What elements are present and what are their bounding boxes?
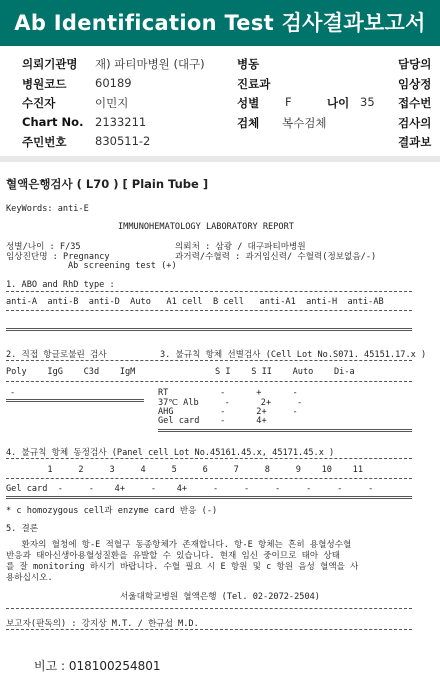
conclusion-line-4: 용하십시오. — [6, 573, 53, 583]
report-title: Ab Identification Test 검사결과보고서 — [14, 11, 426, 35]
screen-row-gel: Gel card - 4+ — [158, 416, 267, 426]
code-label: 병원코드 — [22, 77, 67, 91]
divider-line — [6, 381, 412, 382]
age-label: 나이 — [327, 96, 350, 110]
memo-value: 018100254801 — [68, 659, 161, 673]
doctor-label: 담당의 — [398, 57, 432, 71]
institution-label: 의뢰기관명 — [22, 57, 78, 71]
dat-title: 2. 직접 항글로불린 검사 — [6, 350, 107, 360]
conclusion-line-3: 를 잘 monitoring 하시기 바랍니다. 수혈 필요 시 E 항원 및 c 항원 음성 혈액을 사 — [6, 562, 359, 572]
ident-note: * c homozygous cell과 enzyme card 반응 (-) — [6, 506, 218, 516]
received-label: 접수번 — [398, 96, 432, 110]
double-divider — [6, 328, 412, 331]
report-section-title: 혈액은행검사 ( L70 ) [ Plain Tube ] — [6, 177, 209, 191]
lab-report — [0, 162, 440, 693]
reporter: 보고자(판독의) : 강지상 M.T. / 한규섭 M.D. — [6, 619, 199, 629]
recipient-value: 이민지 — [95, 96, 129, 110]
sex-value: F — [285, 95, 292, 109]
clinical-label: 임상정 — [398, 77, 432, 91]
dat-columns: Poly IgG C3d IgM — [6, 367, 136, 377]
divider-line — [6, 629, 412, 630]
ward-label: 병동 — [237, 57, 260, 71]
specimen-label: 검체 — [237, 116, 260, 130]
divider-line — [6, 360, 412, 361]
screen-row-37c: 37℃ Alb - 2+ - — [158, 398, 303, 408]
divider-line — [6, 478, 412, 479]
result-label: 결과보 — [398, 135, 432, 149]
rrn-value: 830511-2 — [95, 134, 151, 148]
divider-line — [6, 310, 412, 311]
conclusion-line-1: 환자의 혈청에 항-E 적혈구 동종항체가 존재합니다. 항-E 항체는 흔히 용혈성수혈 — [6, 540, 352, 550]
chart-label: Chart No. — [22, 115, 84, 129]
dept-label: 진료과 — [237, 77, 271, 91]
rrn-label: 주민번호 — [22, 135, 67, 149]
divider-line — [6, 291, 412, 292]
diagnosis: 임상진단명 : Pregnancy — [6, 252, 110, 262]
abo-title: 1. ABO and RhD type : — [6, 280, 115, 290]
screen-columns: S I S II Auto Di-a — [215, 367, 355, 377]
sex-age: 성별/나이 : F/35 — [6, 242, 81, 252]
divider-line — [6, 608, 412, 609]
specimen-value: 복수검체 — [282, 116, 327, 130]
age-value: 35 — [360, 95, 375, 109]
screen-title: 3. 불규칙 항체 선별검사 (Cell Lot No.S071. 45151.17.x ) — [160, 350, 427, 360]
recipient-label: 수진자 — [22, 96, 56, 110]
memo — [34, 657, 161, 674]
request-origin: 의뢰처 : 삼광 / 대구파티마병원 — [175, 242, 306, 252]
inspector-label: 검사의 — [398, 116, 432, 130]
lab-title: IMMUNOHEMATOLOGY LABORATORY REPORT — [118, 222, 294, 232]
conclusion-title: 5. 결론 — [6, 524, 39, 534]
screen-row-ahg: AHG - 2+ - — [158, 407, 298, 417]
diagnosis-detail: Ab screening test (+) — [68, 261, 177, 271]
chart-value: 2133211 — [95, 115, 147, 129]
conclusion-line-2: 반응과 태아신생아용혈성질환을 유발할 수 있습니다. 현재 임신 중이므로 태아 상태 — [6, 551, 340, 561]
dat-value: - — [10, 388, 16, 398]
double-divider — [6, 496, 412, 499]
abo-columns: anti-A anti-B anti-D Auto A1 cell B cell anti-A1 anti-H anti-AB — [6, 297, 384, 307]
dat-double-line — [6, 399, 144, 402]
ident-row: Gel card - - 4+ - 4+ - - - - - - — [6, 484, 374, 494]
patient-info — [0, 52, 440, 152]
ident-columns: 1 2 3 4 5 6 7 8 9 10 11 — [6, 465, 363, 475]
sex-label: 성별 — [237, 96, 260, 110]
screen-double-line — [158, 429, 412, 432]
keywords: KeyWords: anti-E — [6, 204, 89, 214]
history: 과거력/수혈력 : 과거임신력/ 수혈력(정보없음/-) — [175, 252, 377, 262]
ident-title: 4. 불규칙 항체 동정검사 (Panel cell Lot No.45161.45.x, 45171.45.x ) — [6, 448, 335, 458]
screen-row-rt: RT - + - — [158, 388, 298, 398]
report-header — [0, 0, 440, 46]
hospital-lab: 서울대학교병원 혈액은행 (Tel. 02-2072-2504) — [120, 592, 320, 602]
memo-label: 비고 : — [34, 659, 66, 673]
institution-value: 재) 파티마병원 (대구) — [95, 57, 205, 71]
divider-line — [6, 458, 412, 459]
code-value: 60189 — [95, 76, 132, 90]
